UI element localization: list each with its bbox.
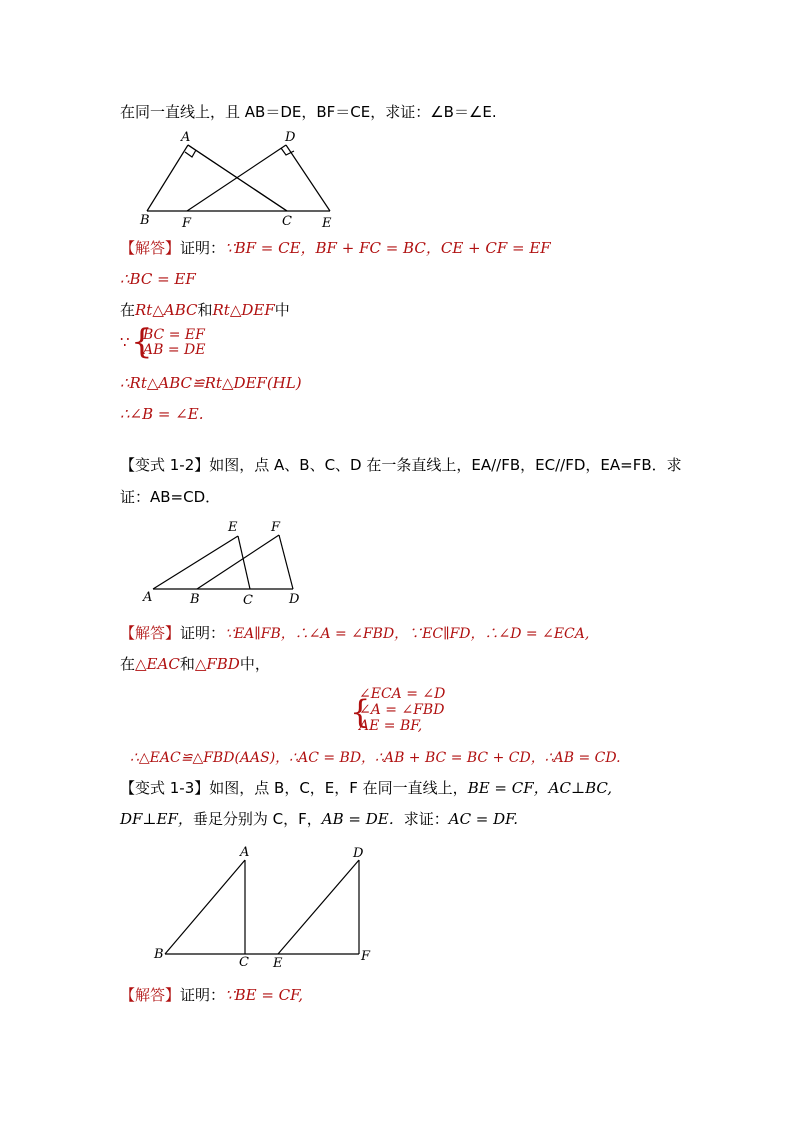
p2-system-eq3: AE = BF, — [359, 718, 423, 734]
fig3-label-e: E — [273, 956, 283, 971]
figure-3-two-right-triangles — [145, 840, 385, 975]
p1-l3b: Rt△ABC — [135, 301, 198, 319]
p1-system-eq2: AB = DE — [143, 342, 206, 358]
p3-statement-2c: AB = DE． — [321, 810, 404, 828]
figure-2-two-triangles — [140, 515, 315, 610]
p1-l3d: Rt△DEF — [212, 301, 275, 319]
figure-1-two-right-triangles — [135, 125, 350, 235]
p3-statement-1b: BE = CF，AC⊥BC, — [467, 779, 613, 797]
fig1-label-b: B — [140, 213, 150, 228]
fig3-label-a: A — [240, 845, 250, 860]
p3-statement-2e: AC = DF. — [448, 810, 519, 828]
problem2-statement-1: 【变式 1-2】如图，点 A、B、C、D 在一条直线上，EA//FB，EC//FD，EA=FB．求 — [120, 456, 682, 474]
p2-step4: ∴△EAC≌△FBD(AAS)，∴AC = BD，∴AB + BC = BC + CD，∴AB = CD. — [130, 750, 621, 766]
fig2-label-e: E — [228, 520, 238, 535]
p2-system-eq2: ∠A = ∠FBD — [359, 702, 445, 718]
p1-l3c: 和 — [197, 301, 213, 319]
p1-system — [143, 328, 205, 358]
p2-solution-line1 — [120, 623, 589, 644]
p2-answer-tag: 【解答】 — [120, 624, 181, 642]
fig1-label-a: A — [181, 130, 191, 145]
p2-l2d: △FBD — [194, 655, 240, 673]
p1-solution-line3 — [120, 300, 290, 320]
p2-system-brace: { — [350, 693, 371, 731]
p2-step1: ∵EA∥FB，∴∠A = ∠FBD，∵EC∥FD，∴∠D = ∠ECA, — [225, 626, 590, 642]
p3-statement-1a: 【变式 1-3】如图，点 B，C，E，F 在同一直线上， — [120, 779, 468, 797]
fig2-label-b: B — [190, 592, 200, 607]
p3-step1: ∵BE = CF, — [225, 986, 303, 1004]
p3-answer-tag: 【解答】 — [120, 986, 181, 1004]
fig3-label-d: D — [353, 846, 364, 861]
p2-prefix: 证明： — [180, 624, 226, 642]
p3-statement-2a: DF⊥EF， — [120, 810, 193, 828]
p1-solution-line1 — [120, 238, 551, 258]
problem3-statement-1 — [120, 778, 612, 798]
p2-l2e: 中， — [239, 655, 270, 673]
p1-step1: ∵BF = CE，BF + FC = BC，CE + CF = EF — [225, 239, 551, 257]
problem1-statement: 在同一直线上，且 AB＝DE，BF＝CE，求证：∠B＝∠E. — [120, 103, 497, 121]
p1-l3e: 中 — [274, 301, 290, 319]
fig1-label-d: D — [285, 130, 296, 145]
p1-step5: ∴Rt△ABC≌Rt△DEF(HL) — [120, 374, 302, 392]
p1-system-eq1: BC = EF — [143, 327, 205, 343]
p2-system — [359, 686, 445, 734]
fig3-label-c: C — [239, 955, 249, 970]
fig3-label-f: F — [361, 949, 371, 964]
p2-l2c: 和 — [179, 655, 195, 673]
p3-prefix: 证明： — [180, 986, 226, 1004]
fig2-label-d: D — [289, 592, 300, 607]
fig1-label-f: F — [182, 216, 192, 231]
p2-l2a: 在 — [120, 655, 136, 673]
p1-step6: ∴∠B = ∠E. — [120, 405, 204, 423]
fig2-label-f: F — [271, 520, 281, 535]
p3-statement-2d: 求证： — [403, 810, 449, 828]
p1-step2: ∴BC = EF — [120, 270, 196, 288]
p1-answer-tag: 【解答】 — [120, 239, 181, 257]
p1-prefix: 证明： — [180, 239, 226, 257]
fig2-label-c: C — [243, 593, 253, 608]
p1-because-symbol: ∵ — [120, 333, 130, 351]
fig2-label-a: A — [143, 590, 153, 605]
p2-l2b: △EAC — [135, 655, 180, 673]
fig3-label-b: B — [154, 947, 164, 962]
p1-l3a: 在 — [120, 301, 136, 319]
fig1-label-e: E — [322, 216, 332, 231]
problem3-statement-2 — [120, 809, 518, 829]
p3-statement-2b: 垂足分别为 C，F， — [192, 810, 322, 828]
fig1-label-c: C — [282, 214, 292, 229]
problem2-statement-2: 证：AB=CD． — [120, 488, 221, 506]
p1-system-brace: { — [131, 322, 153, 362]
p3-solution-line1 — [120, 985, 303, 1005]
p2-solution-line2 — [120, 654, 270, 674]
p2-system-eq1: ∠ECA = ∠D — [359, 686, 446, 702]
